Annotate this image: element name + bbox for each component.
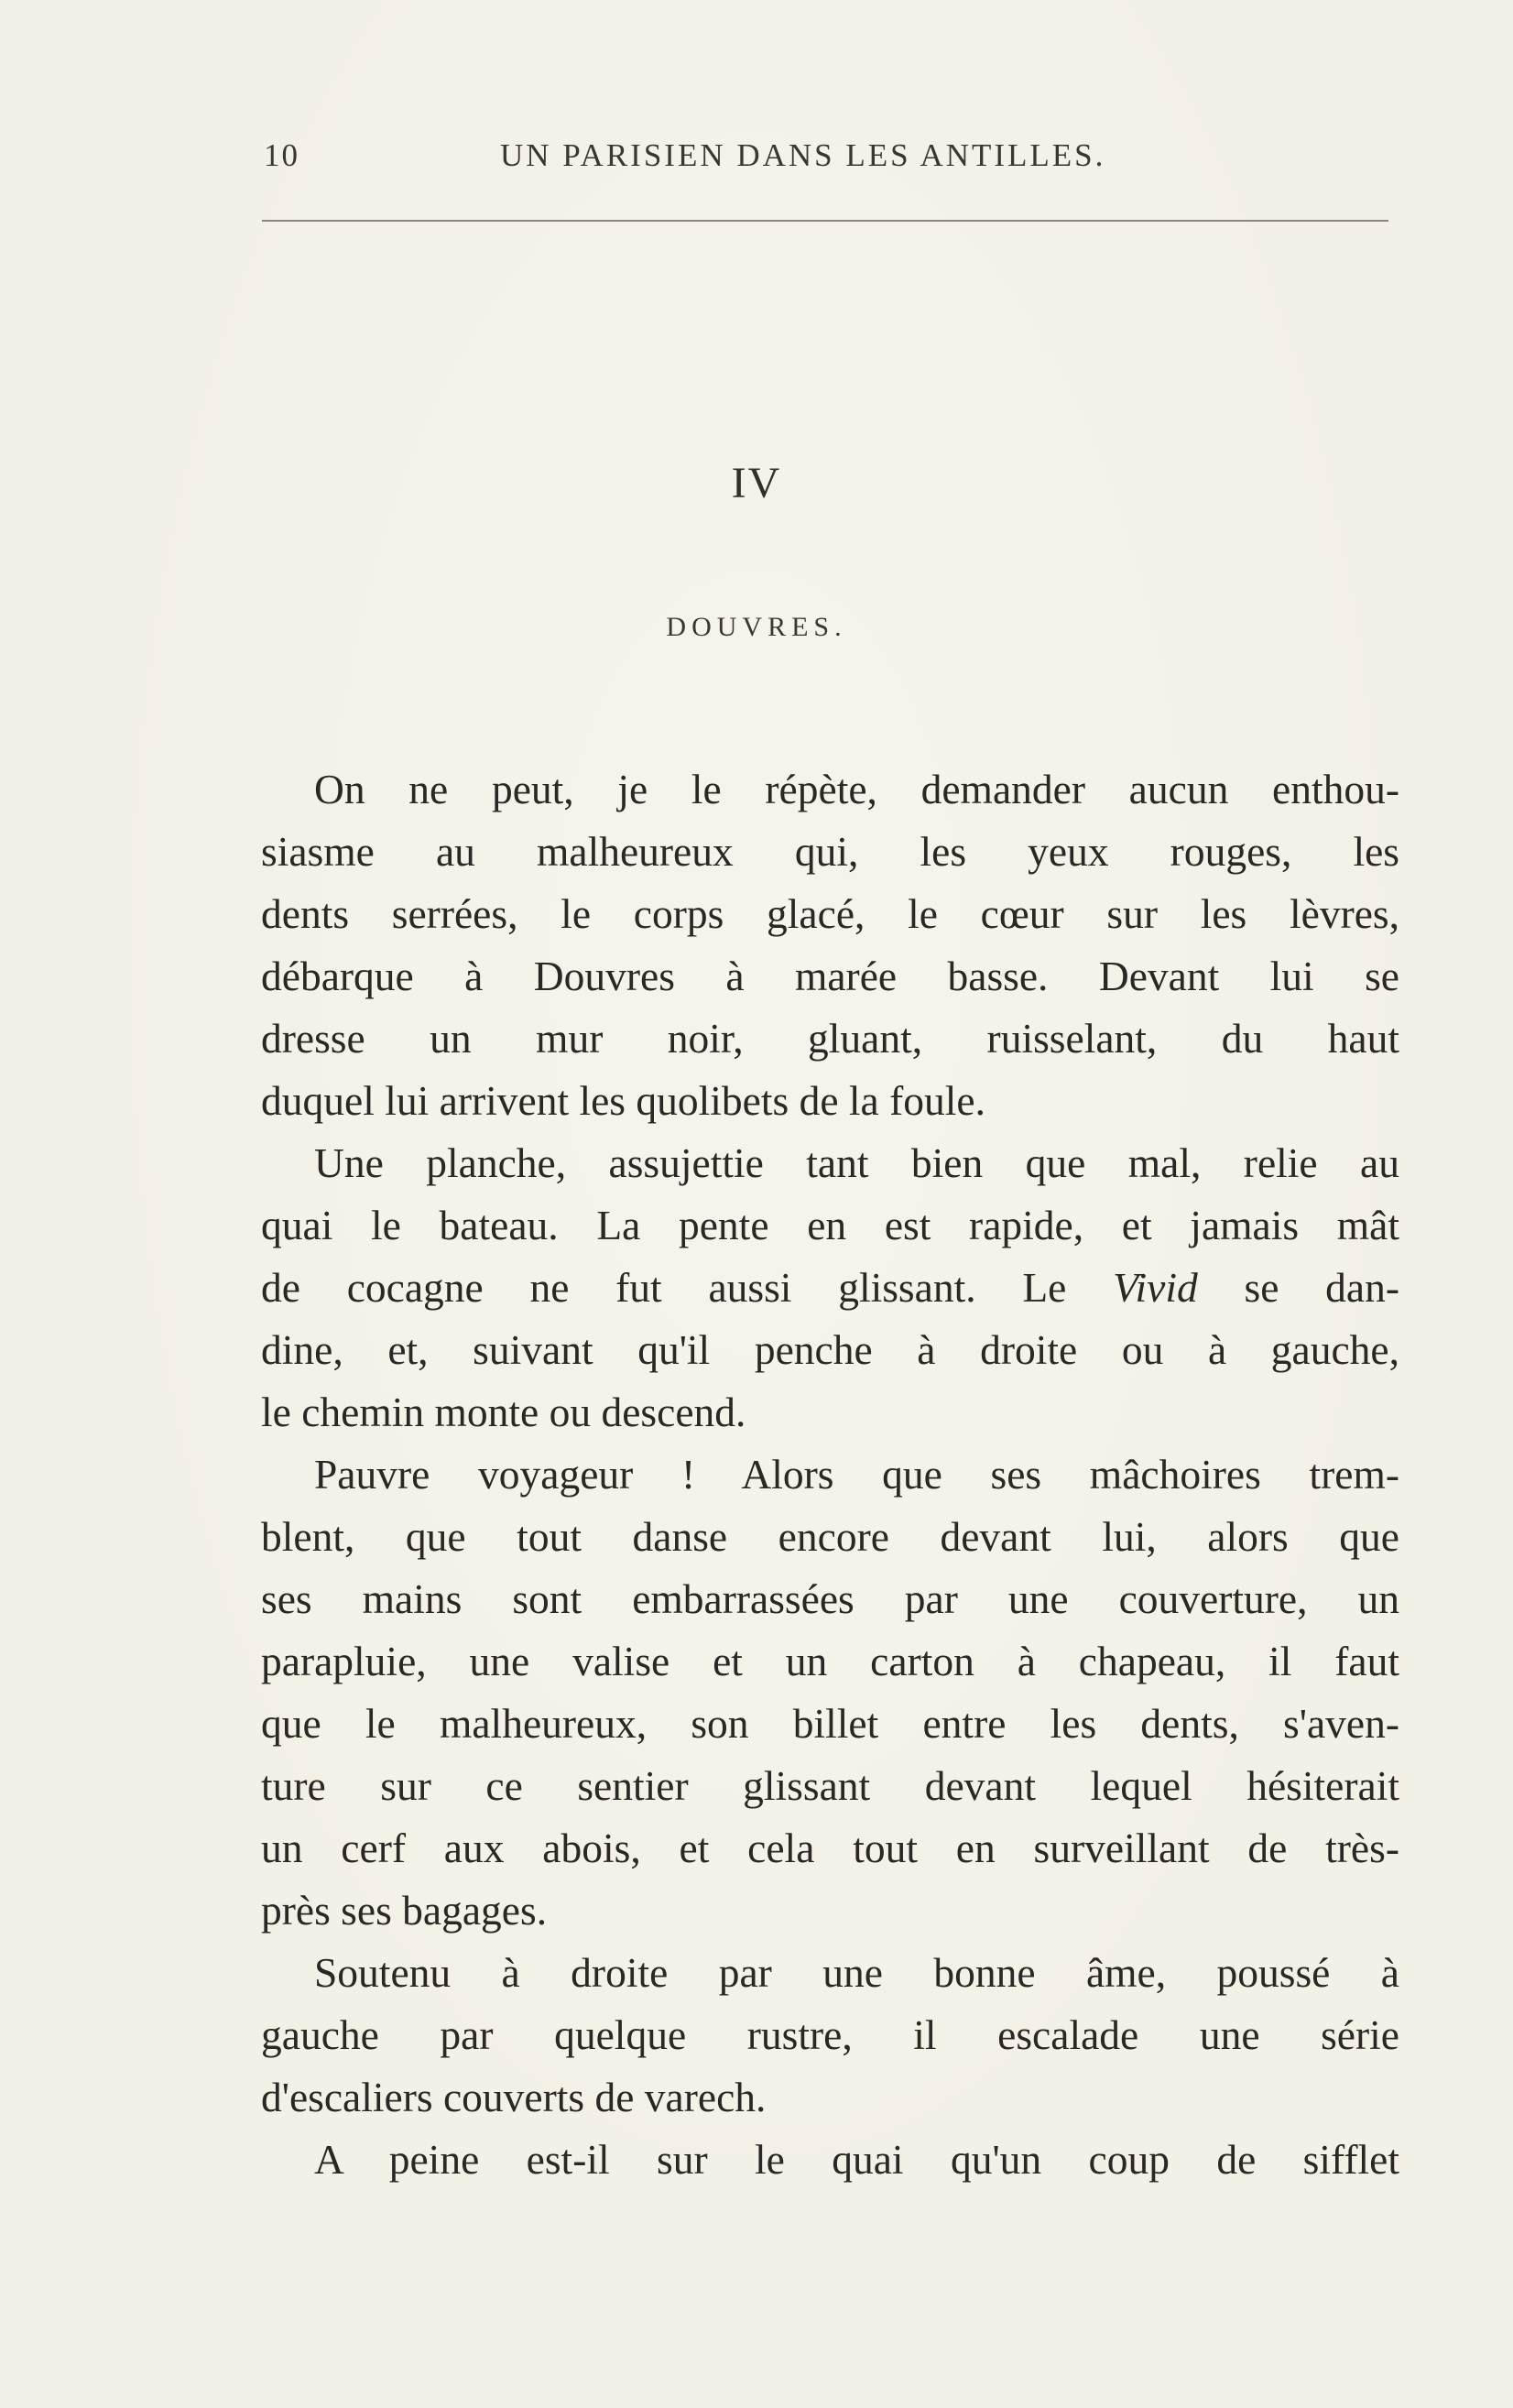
text-line: Une planche, assujettie tant bien que mal, relie au (314, 1139, 1399, 1186)
ship-name-italic: Vivid (1113, 1264, 1198, 1311)
text-line: un cerf aux abois, et cela tout en surveillant de très- (261, 1825, 1399, 1871)
text-line: A peine est-il sur le quai qu'un coup de sifflet (314, 2136, 1399, 2183)
header-rule (262, 220, 1388, 222)
text-line: débarque à Douvres à marée basse. Devant lui se (261, 953, 1399, 999)
text-line: le chemin monte ou descend. (261, 1389, 746, 1435)
paragraph (261, 758, 1399, 1132)
chapter-title: DOUVRES. (666, 612, 847, 642)
paragraph (261, 2129, 1399, 2191)
text-line: parapluie, une valise et un carton à chapeau, il faut (261, 1638, 1399, 1684)
text-line: ture sur ce sentier glissant devant lequel hésiterait (261, 1762, 1399, 1809)
text-segment: se dan- (1244, 1264, 1399, 1311)
running-head (264, 137, 1390, 192)
text-line: gauche par quelque rustre, il escalade une série (261, 2011, 1399, 2058)
text-line: duquel lui arrivent les quolibets de la foule. (261, 1077, 985, 1124)
text-line: On ne peut, je le répète, demander aucun enthou- (314, 766, 1399, 812)
text-line: siasme au malheureux qui, les yeux rouges, les (261, 828, 1399, 875)
text-line: d'escaliers couverts de varech. (261, 2074, 767, 2120)
paragraph (261, 1132, 1399, 1444)
text-segment: de cocagne ne fut aussi glissant. Le (261, 1264, 1067, 1311)
text-line: blent, que tout danse encore devant lui, alors que (261, 1513, 1399, 1560)
text-line: dresse un mur noir, gluant, ruisselant, du haut (261, 1015, 1399, 1062)
text-line: dents serrées, le corps glacé, le cœur sur les lèvres, (261, 890, 1399, 937)
body-text (261, 758, 1399, 2191)
running-title: UN PARISIEN DANS LES ANTILLES. (500, 137, 1106, 173)
text-line: que le malheureux, son billet entre les dents, s'aven- (261, 1700, 1399, 1747)
text-line: dine, et, suivant qu'il penche à droite ou à gauche, (261, 1326, 1399, 1373)
text-line: Pauvre voyageur ! Alors que ses mâchoires trem- (314, 1451, 1399, 1498)
text-line: près ses bagages. (261, 1887, 548, 1934)
text-line: quai le bateau. La pente en est rapide, et jamais mât (261, 1202, 1399, 1248)
page-number: 10 (264, 137, 299, 173)
text-line: Soutenu à droite par une bonne âme, poussé à (314, 1949, 1399, 1996)
text-line-with-italic (261, 1257, 1399, 1319)
chapter-number: IV (731, 459, 782, 507)
paragraph (261, 1942, 1399, 2129)
paragraph (261, 1444, 1399, 1942)
text-line: ses mains sont embarrassées par une couverture, un (261, 1575, 1399, 1622)
